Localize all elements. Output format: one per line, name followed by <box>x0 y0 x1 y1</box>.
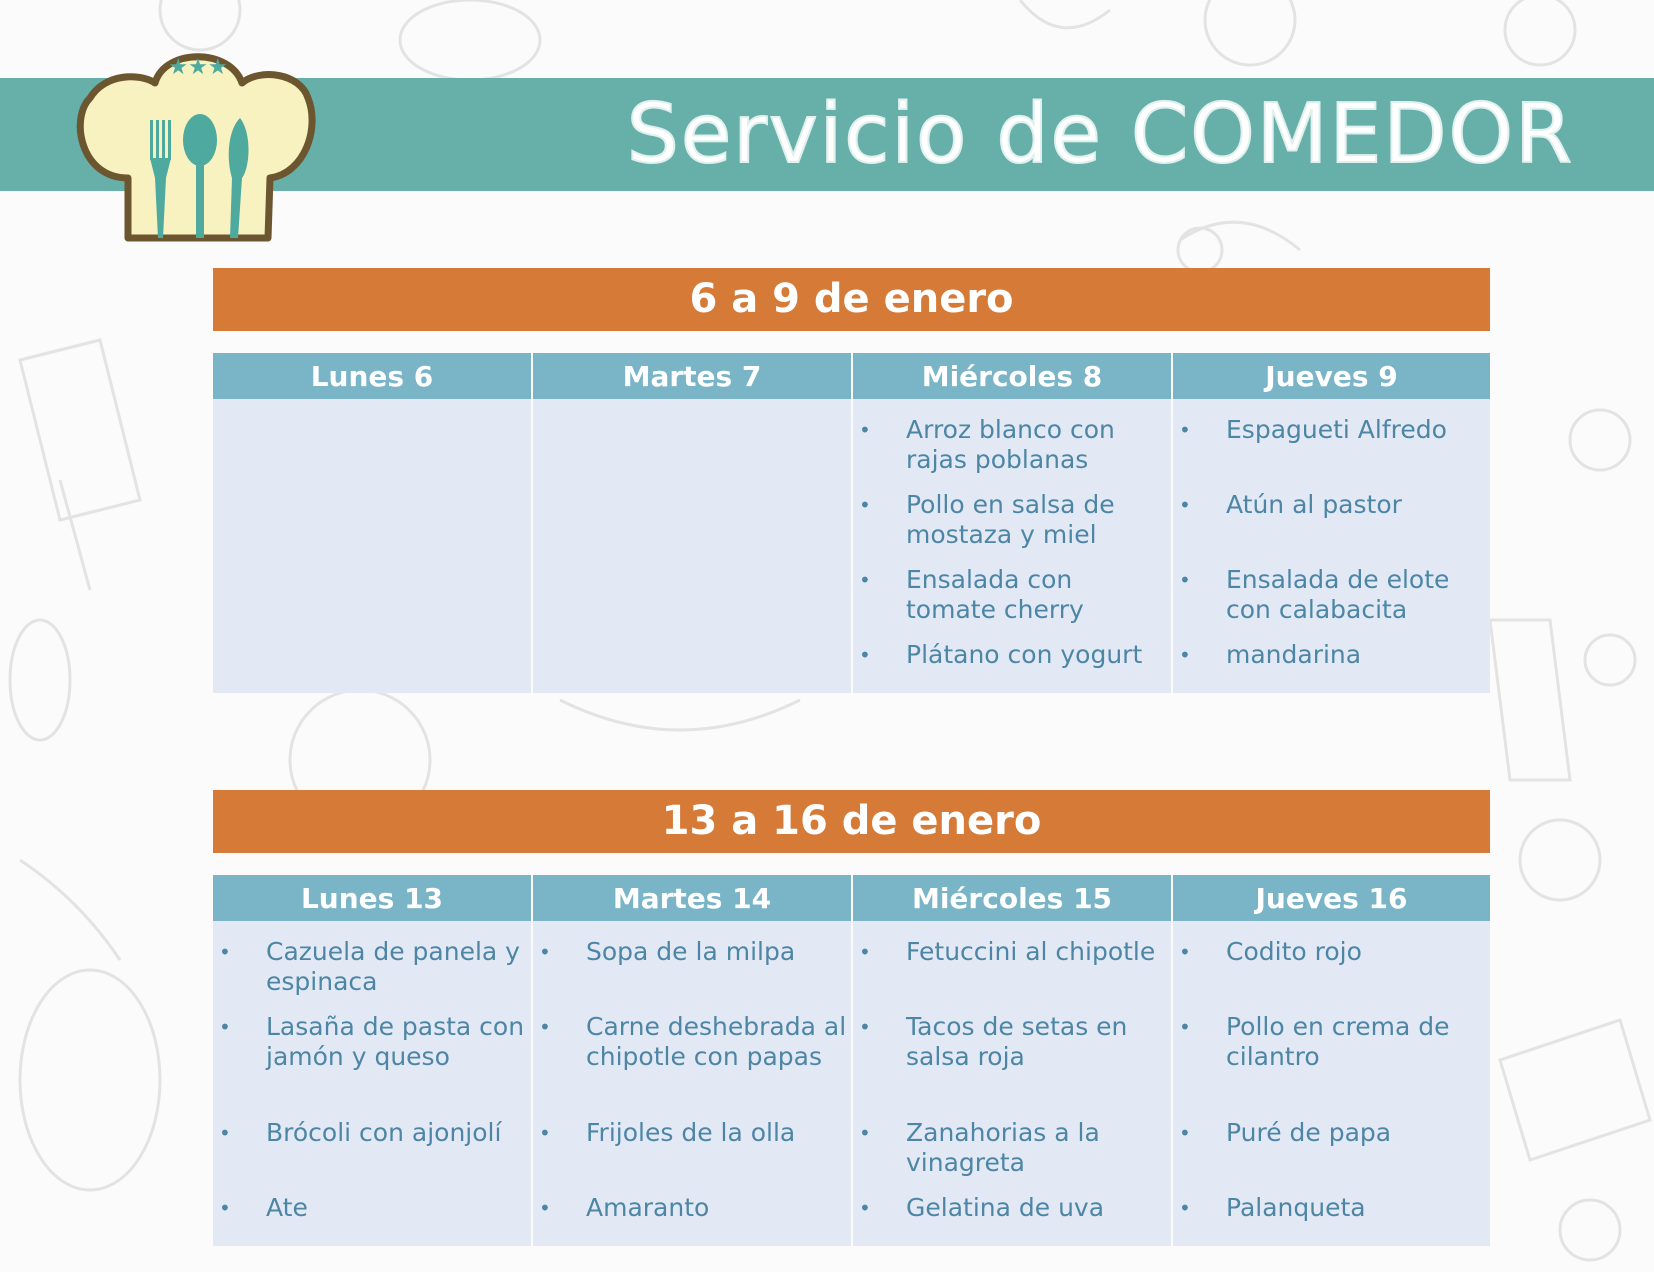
dish-item <box>853 1012 1167 1118</box>
dish-item <box>1173 490 1486 565</box>
dish-name: Tacos de setas en salsa roja <box>906 1012 1128 1071</box>
chef-hat-utensils-icon <box>70 28 326 248</box>
dish-list <box>853 401 1171 699</box>
bullet-icon: • <box>219 1015 231 1039</box>
dish-item <box>533 1012 847 1118</box>
dish-item <box>853 415 1167 490</box>
dish-item <box>853 937 1167 1012</box>
dish-item <box>213 1012 527 1118</box>
day-column <box>533 353 851 693</box>
dish-list <box>533 923 851 1252</box>
dish-list <box>213 923 531 1252</box>
dish-list <box>853 923 1171 1252</box>
dish-item <box>1173 1118 1486 1193</box>
dish-item <box>853 490 1167 565</box>
dish-name: Ensalada con tomate cherry <box>906 565 1084 624</box>
dish-name: Sopa de la milpa <box>586 937 796 966</box>
bullet-icon: • <box>539 1015 551 1039</box>
day-header: Jueves 9 <box>1173 353 1490 399</box>
day-header: Miércoles 15 <box>853 875 1171 921</box>
dish-name: Puré de papa <box>1226 1118 1392 1147</box>
day-header: Martes 7 <box>533 353 851 399</box>
day-column <box>853 353 1171 693</box>
dish-name: Cazuela de panela y espinaca <box>266 937 520 996</box>
dish-item <box>853 1193 1167 1238</box>
day-header: Lunes 13 <box>213 875 531 921</box>
bullet-icon: • <box>539 1121 551 1145</box>
bullet-icon: • <box>539 940 551 964</box>
dish-name: Atún al pastor <box>1226 490 1402 519</box>
dish-item <box>1173 565 1486 640</box>
dish-list <box>533 401 851 429</box>
dish-name: Carne deshebrada al chipotle con papas <box>586 1012 847 1071</box>
bullet-icon: • <box>859 1196 871 1220</box>
dish-name: Fetuccini al chipotle <box>906 937 1156 966</box>
dish-item <box>213 1193 527 1238</box>
dish-name: Ensalada de elote con calabacita <box>1226 565 1450 624</box>
dish-item <box>1173 415 1486 490</box>
day-header: Miércoles 8 <box>853 353 1171 399</box>
bullet-icon: • <box>1179 493 1191 517</box>
bullet-icon: • <box>219 940 231 964</box>
dish-item <box>1173 640 1486 685</box>
dish-item <box>533 1193 847 1238</box>
bullet-icon: • <box>1179 1121 1191 1145</box>
week-header: 13 a 16 de enero <box>213 790 1490 853</box>
bullet-icon: • <box>219 1196 231 1220</box>
svg-text:★★★: ★★★ <box>168 55 228 80</box>
dish-name: Zanahorias a la vinagreta <box>906 1118 1100 1177</box>
week-menu-table <box>213 353 1490 693</box>
bullet-icon: • <box>1179 418 1191 442</box>
dish-item <box>853 1118 1167 1193</box>
dish-name: Pollo en crema de cilantro <box>1226 1012 1450 1071</box>
bullet-icon: • <box>859 493 871 517</box>
dish-item <box>853 640 1167 685</box>
bullet-icon: • <box>1179 1196 1191 1220</box>
bullet-icon: • <box>219 1121 231 1145</box>
bullet-icon: • <box>859 1015 871 1039</box>
dish-name: Codito rojo <box>1226 937 1362 966</box>
dish-list <box>1173 923 1490 1252</box>
dish-name: Gelatina de uva <box>906 1193 1105 1222</box>
bullet-icon: • <box>1179 568 1191 592</box>
dish-name: Espagueti Alfredo <box>1226 415 1447 444</box>
day-column <box>213 353 531 693</box>
dish-item <box>533 937 847 1012</box>
dish-name: Plátano con yogurt <box>906 640 1143 669</box>
bullet-icon: • <box>859 418 871 442</box>
day-column <box>853 875 1171 1246</box>
dish-item <box>853 565 1167 640</box>
dish-name: Ate <box>266 1193 308 1222</box>
dish-list <box>1173 401 1490 699</box>
page-title: Servicio de COMEDOR <box>626 87 1574 182</box>
bullet-icon: • <box>1179 940 1191 964</box>
bullet-icon: • <box>539 1196 551 1220</box>
dish-name: Amaranto <box>586 1193 710 1222</box>
dish-item <box>213 937 527 1012</box>
dish-name: mandarina <box>1226 640 1362 669</box>
dish-list <box>213 401 531 429</box>
bullet-icon: • <box>859 940 871 964</box>
bullet-icon: • <box>1179 643 1191 667</box>
day-column <box>533 875 851 1246</box>
day-header: Jueves 16 <box>1173 875 1490 921</box>
day-column <box>1173 353 1490 693</box>
week-header: 6 a 9 de enero <box>213 268 1490 331</box>
dish-item <box>1173 937 1486 1012</box>
bullet-icon: • <box>859 1121 871 1145</box>
dish-item <box>1173 1012 1486 1118</box>
bullet-icon: • <box>859 568 871 592</box>
dish-name: Frijoles de la olla <box>586 1118 796 1147</box>
day-header: Lunes 6 <box>213 353 531 399</box>
dish-name: Lasaña de pasta con jamón y queso <box>266 1012 525 1071</box>
dish-item <box>1173 1193 1486 1238</box>
dish-name: Brócoli con ajonjolí <box>266 1118 502 1147</box>
week-menu-table <box>213 875 1490 1246</box>
day-column <box>213 875 531 1246</box>
dish-name: Pollo en salsa de mostaza y miel <box>906 490 1115 549</box>
dish-name: Palanqueta <box>1226 1193 1366 1222</box>
day-header: Martes 14 <box>533 875 851 921</box>
dish-item <box>213 1118 527 1193</box>
dish-item <box>533 1118 847 1193</box>
bullet-icon: • <box>859 643 871 667</box>
dish-name: Arroz blanco con rajas poblanas <box>906 415 1115 474</box>
day-column <box>1173 875 1490 1246</box>
bullet-icon: • <box>1179 1015 1191 1039</box>
